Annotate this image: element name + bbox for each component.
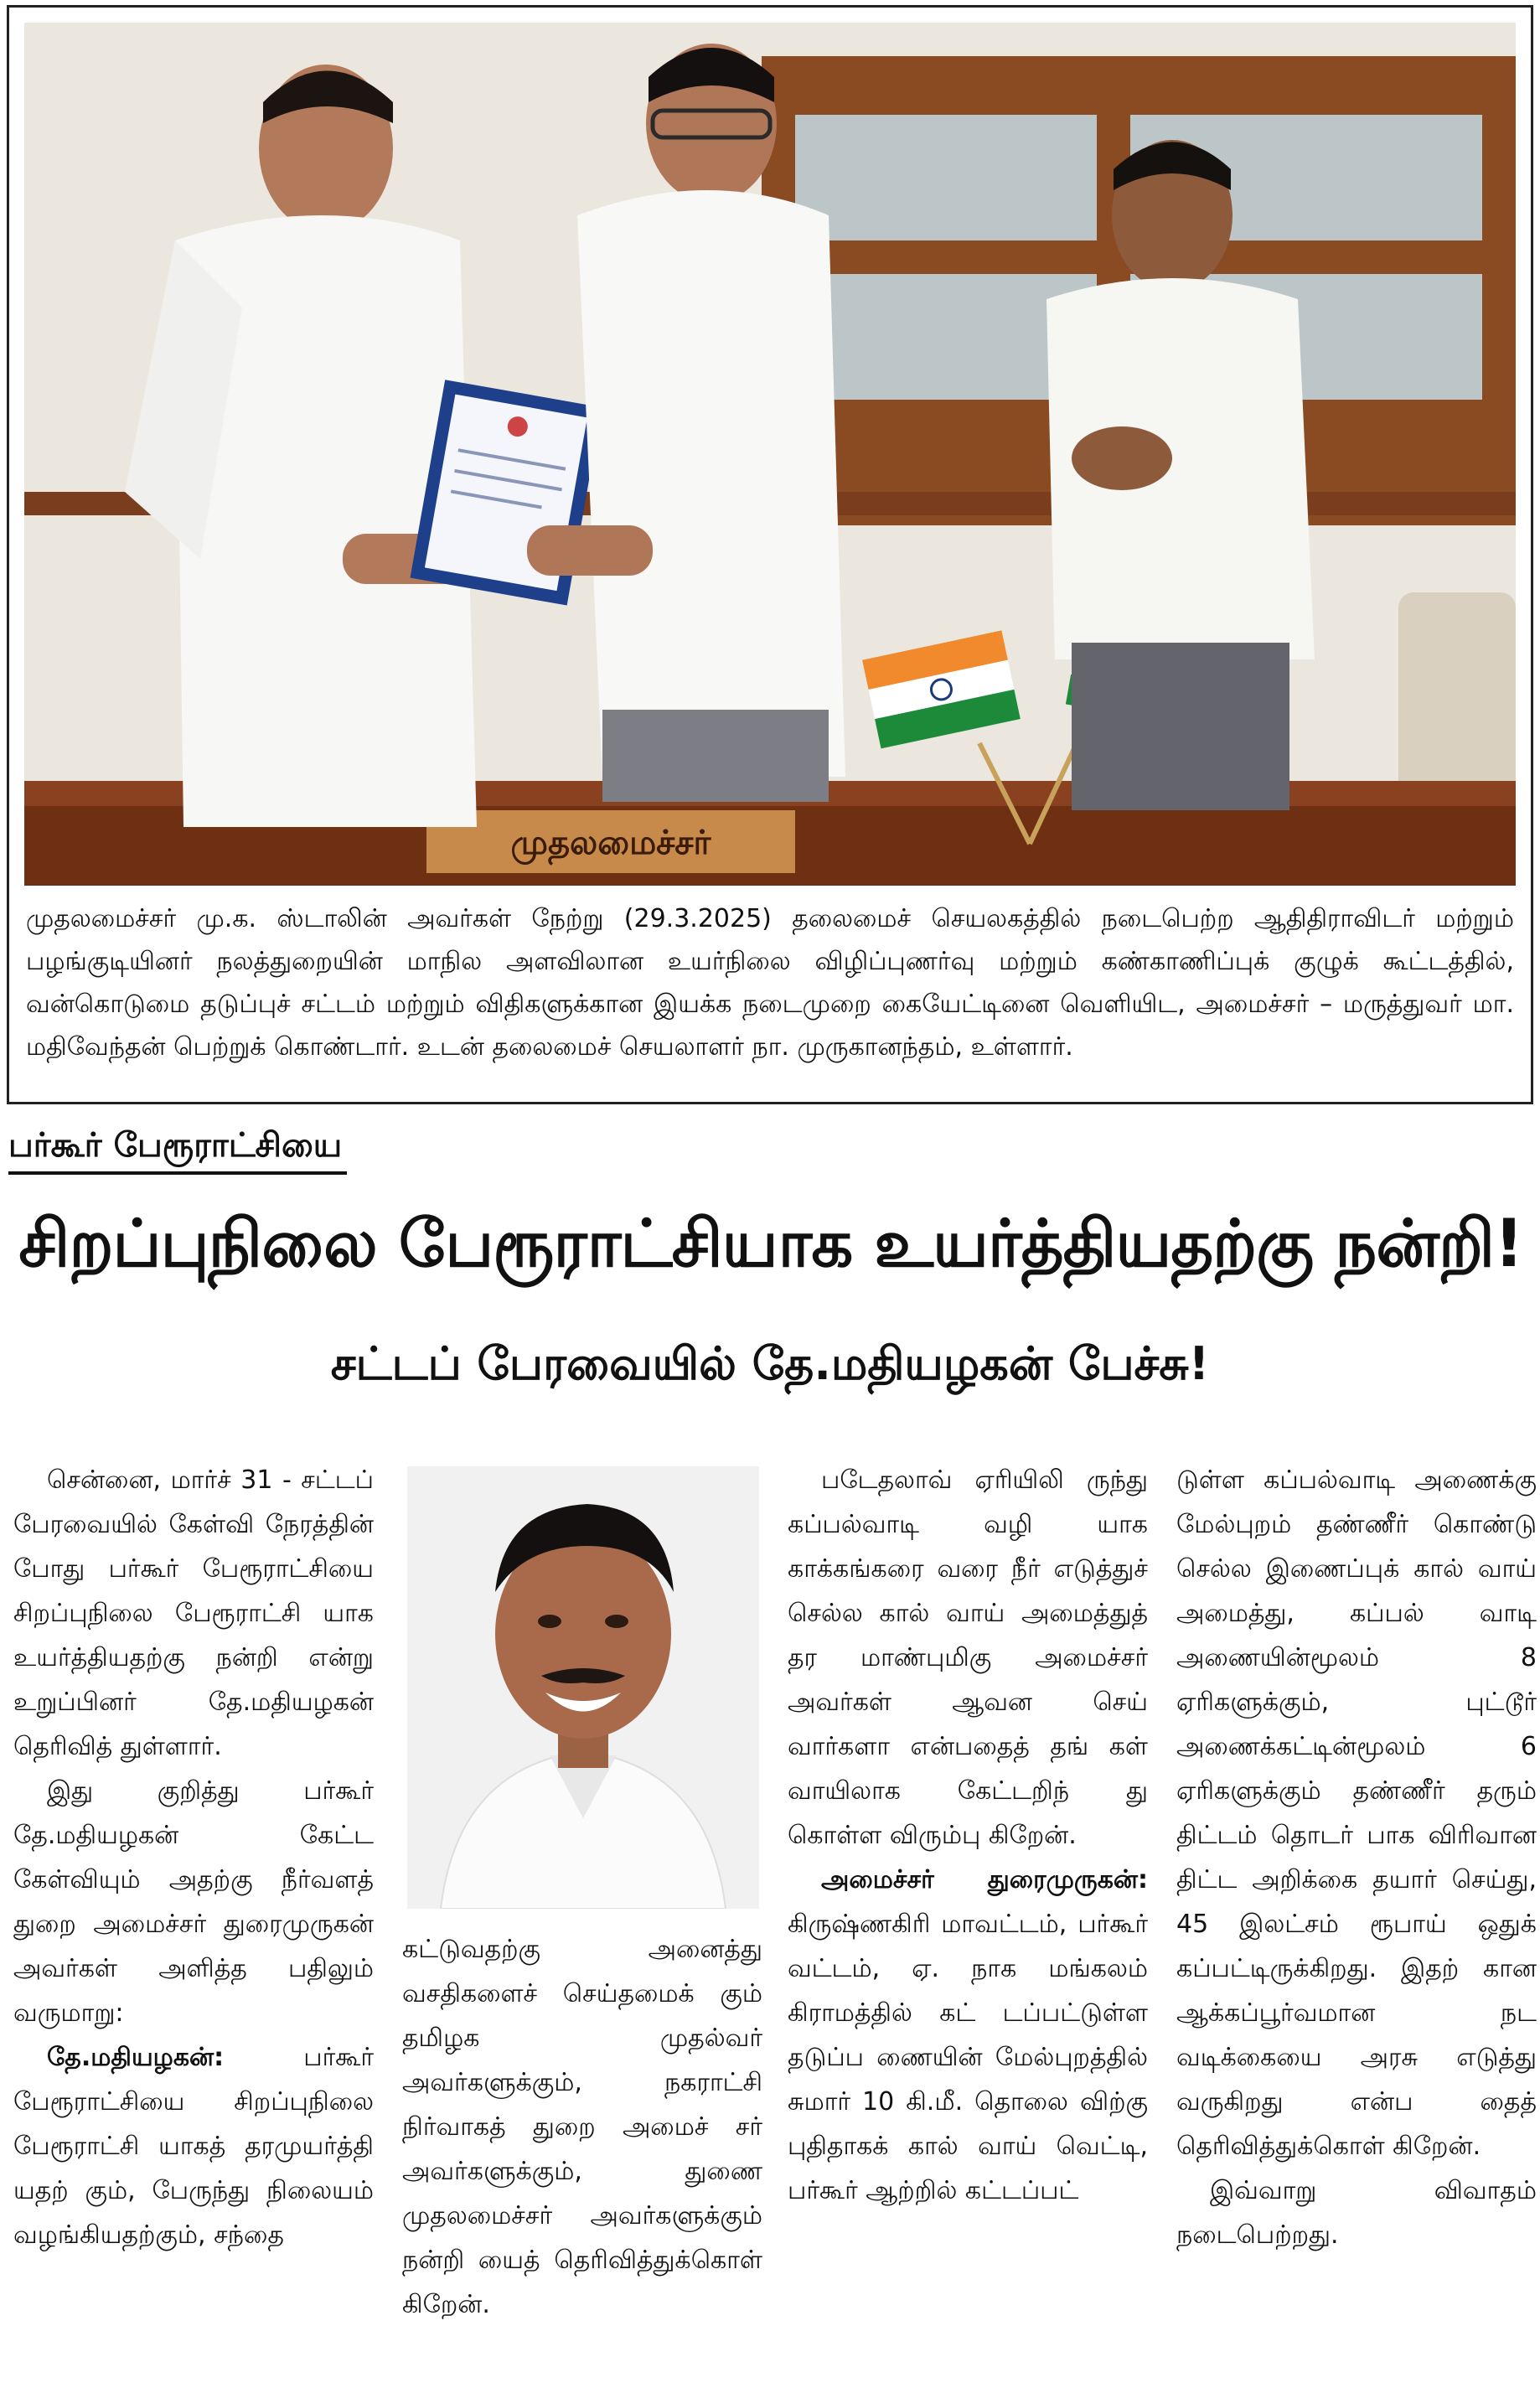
article-headline: சிறப்புநிலை பேரூராட்சியாக உயர்த்தியதற்கு நன்றி! [18,1207,1523,1282]
speaker-portrait [407,1466,759,1909]
speaker-label: அமைச்சர் துரைமுருகன்: [821,1865,1148,1894]
photo-illustration [24,23,1516,886]
news-photo [24,23,1516,886]
paragraph: டுள்ள கப்பல்வாடி அணைக்கு மேல்புறம் தண்ணீர் கொண்டு செல்ல இணைப்புக் கால் வாய் அமைத்து, கப்பல் வாடி அணையின்மூலம் 8 ஏரிகளுக்கும், புட்டூர் அணைக்கட்டின்மூலம் 6 ஏரிகளுக்கும் தண்ணீர் தரும் திட்டம் தொடர் பாக விரிவான திட்ட அறிக்கை தயார் செய்து, 45 இலட்சம் ரூபாய் ஒதுக் கப்பட்டிருக்கிறது. இதற் கான ஆக்கப்பூர்வமான நட வடிக்கையை அரசு எடுத்து வருகிறது என்ப தைத் தெரிவித்துக்கொள் கிறேன். [1176,1465,1537,2161]
article-subhead: சட்டப் பேரவையில் தே.மதியழகன் பேச்சு! [330,1337,1210,1390]
speaker-label: தே.மதியழகன்: [47,2043,225,2072]
article-kicker: பர்கூர் பேரூராட்சியை [8,1119,347,1175]
article-column-1 [13,1458,374,2257]
paragraph: படேதலாவ் ஏரியிலி ருந்து கப்பல்வாடி வழி யாக காக்கங்கரை வரை நீர் எடுத்துச் செல்ல கால் வாய் அமைத்துத் தர மாண்புமிகு அமைச்சர் அவர்கள் ஆவன செய் வார்களா என்பதைத் தங் கள் வாயிலாக கேட்டறிந் து கொள்ள விரும்பு கிறேன். [788,1465,1148,1850]
nameplate-text: முதலமைச்சர் [510,824,711,862]
paragraph: சென்னை, மார்ச் 31 - சட்டப் பேரவையில் கேள்வி நேரத்தின் போது பர்கூர் பேரூராட்சியை சிறப்புநிலை பேரூராட்சி யாக உயர்த்தியதற்கு நன்றி என்று உறுப்பினர் தே.மதியழகன் தெரிவித் துள்ளார். [13,1465,374,1761]
speech-text: கிருஷ்ணகிரி மாவட்டம், பர்கூர் வட்டம், ஏ. நாக மங்கலம் கிராமத்தில் கட் டப்பட்டுள்ள தடுப்ப ணையின் மேல்புறத்தில் சுமார் 10 கி.மீ. தொலை விற்கு புதிதாகக் கால் வாய் வெட்டி, பர்கூர் ஆற்றில் கட்டப்பட் [788,1910,1148,2205]
paragraph: இது குறித்து பர்கூர் தே.மதியழகன் கேட்ட கேள்வியும் அதற்கு நீர்வளத் துறை அமைச்சர் துரைமுருகன் அவர்கள் அளித்த பதிலும் வருமாறு: [13,1776,374,2028]
article-column-3 [788,1458,1148,2213]
paragraph: கட்டுவதற்கு அனைத்து வசதிகளைச் செய்தமைக் கும் தமிழக முதல்வர் அவர்களுக்கும், நகராட்சி நிர்வாகத் துறை அமைச் சர் அவர்களுக்கும், துணை முதலமைச்சர் அவர்களுக்கும் நன்றி யைத் தெரிவித்துக்கொள் கிறேன். [402,1935,762,2319]
article-column-2 [402,1927,762,2327]
photo-caption: முதலமைச்சர் மு.க. ஸ்டாலின் அவர்கள் நேற்று (29.3.2025) தலைமைச் செயலகத்தில் நடைபெற்ற ஆதிதிராவிடர் மற்றும் பழங்குடியினர் நலத்துறையின் மாநில அளவிலான உயர்நிலை விழிப்புணர்வு மற்றும் கண்காணிப்புக் குழுக் கூட்டத்தில், வன்கொடுமை தடுப்புச் சட்டம் மற்றும் விதிகளுக்கான இயக்க நடைமுறை கையேட்டினை வெளியிட, அமைச்சர் – மருத்துவர் மா. மதிவேந்தன் பெற்றுக் கொண்டார். உடன் தலைமைச் செயலாளர் நா. முருகானந்தம், உள்ளார். [26,904,1514,1062]
photo-frame [7,5,1533,1104]
paragraph: இவ்வாறு விவாதம் நடைபெற்றது. [1176,2176,1537,2250]
speech-text: பர்கூர் பேரூராட்சியை சிறப்புநிலை பேரூராட்சி யாகத் தரமுயர்த்தி யதற் கும், பேருந்து நிலையம் வழங்கியதற்கும், சந்தை [13,2043,374,2250]
portrait-illustration [407,1466,759,1909]
paragraph [788,1858,1148,2213]
article-column-4 [1176,1458,1537,2257]
paragraph [13,2035,374,2257]
